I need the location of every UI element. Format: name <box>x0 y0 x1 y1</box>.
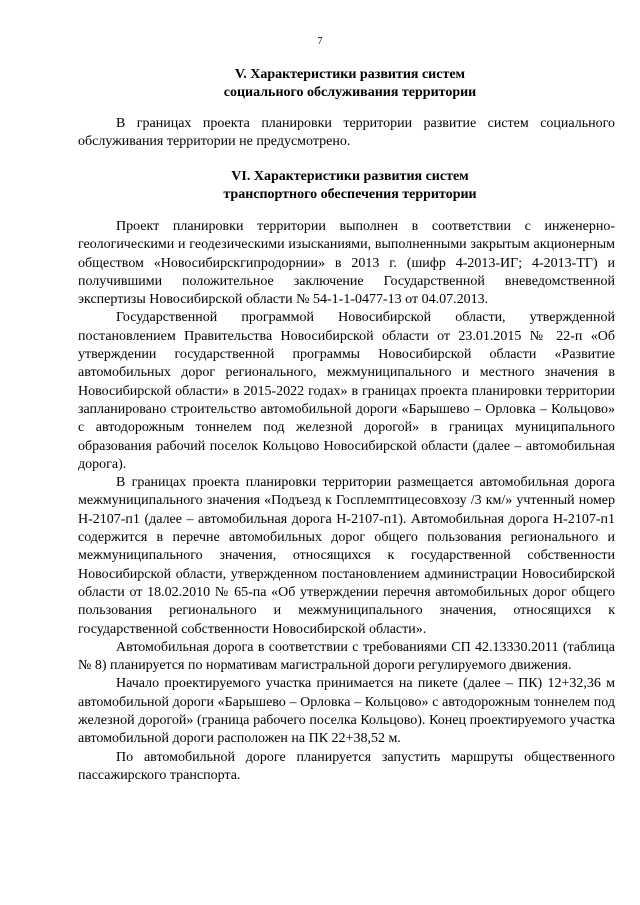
section-5-title-line-2: социального обслуживания территории <box>223 85 477 100</box>
section-6-paragraph: Проект планировки территории выполнен в соответствии с инженерно-геологическими и геодезическими изысканиями, выполненными закрытым акционерным обществом «Новосибирскгипродорнии» в 2013 г. (шифр 4-2013-ИГ; 4-2013-ТГ) и получившими положительное заключение Государственной вневедомственной экспертизы Новосибирской области № 54-1-1-0477-13 от 04.07.2013. <box>78 219 615 308</box>
section-6-body <box>78 218 615 785</box>
section-6-heading <box>78 168 622 204</box>
section-5-body <box>78 115 615 152</box>
section-6-paragraph: Государственной программой Новосибирской области, утвержденной постановлением Правительства Новосибирской области от 23.01.2015 № 22-п «Об утверждении государственной программы Новосибирской области «Развитие автомобильных дорог регионального, межмуниципального и местного значения в Новосибирской области» в 2015-2022 годах» в границах проекта планировки территории запланировано строительство автомобильной дороги «Барышево – Орловка – Кольцово» с автодорожным тоннелем под железной дорогой» в границах муниципального образования рабочий поселок Кольцово Новосибирской области (далее – автомобильная дорога). <box>78 310 615 472</box>
section-5-title-line-1: V. Характеристики развития систем <box>234 67 466 82</box>
section-6-title-line-1: VI. Характеристики развития систем <box>231 169 469 184</box>
section-6-title-line-2: транспортного обеспечения территории <box>223 187 477 202</box>
page-number: 7 <box>317 36 323 47</box>
section-6-paragraph: Автомобильная дорога в соответствии с требованиями СП 42.13330.2011 (таблица № 8) планируется по нормативам магистральной дороги регулируемого движения. <box>78 639 615 674</box>
section-6-paragraph: По автомобильной дороге планируется запустить маршруты общественного пассажирского транспорта. <box>78 749 615 783</box>
section-6-paragraph: В границах проекта планировки территории размещается автомобильная дорога межмуниципального значения «Подъезд к Госплемптицесовхозу /3 км/» учтенный номер Н-2107-п1 (далее – автомобильная дорога Н-2107-п1). Автомобильная дорога Н-2107-п1 содержится в перечне автомобильных дорог общего пользования регионального и межмуниципального значения, относящихся к государственной собственности Новосибирской области, утвержденном постановлением администрации Новосибирской области от 18.02.2010 № 65-па «Об утверждении перечня автомобильных дорог общего пользования регионального и межмуниципального значения, относящихся к государственной собственности Новосибирской области». <box>78 475 615 637</box>
section-5-paragraph: В границах проекта планировки территории развитие систем социального обслуживания территории не предусмотрено. <box>78 116 615 150</box>
section-6-paragraph: Начало проектируемого участка принимается на пикете (далее – ПК) 12+32,36 м автомобильной дороги «Барышево – Орловка – Кольцово» с автодорожным тоннелем под железной дорогой» (граница рабочего поселка Кольцово). Конец проектируемого участка автомобильной дороги расположен на ПК 22+38,52 м. <box>78 676 615 747</box>
section-5-heading <box>78 66 622 102</box>
